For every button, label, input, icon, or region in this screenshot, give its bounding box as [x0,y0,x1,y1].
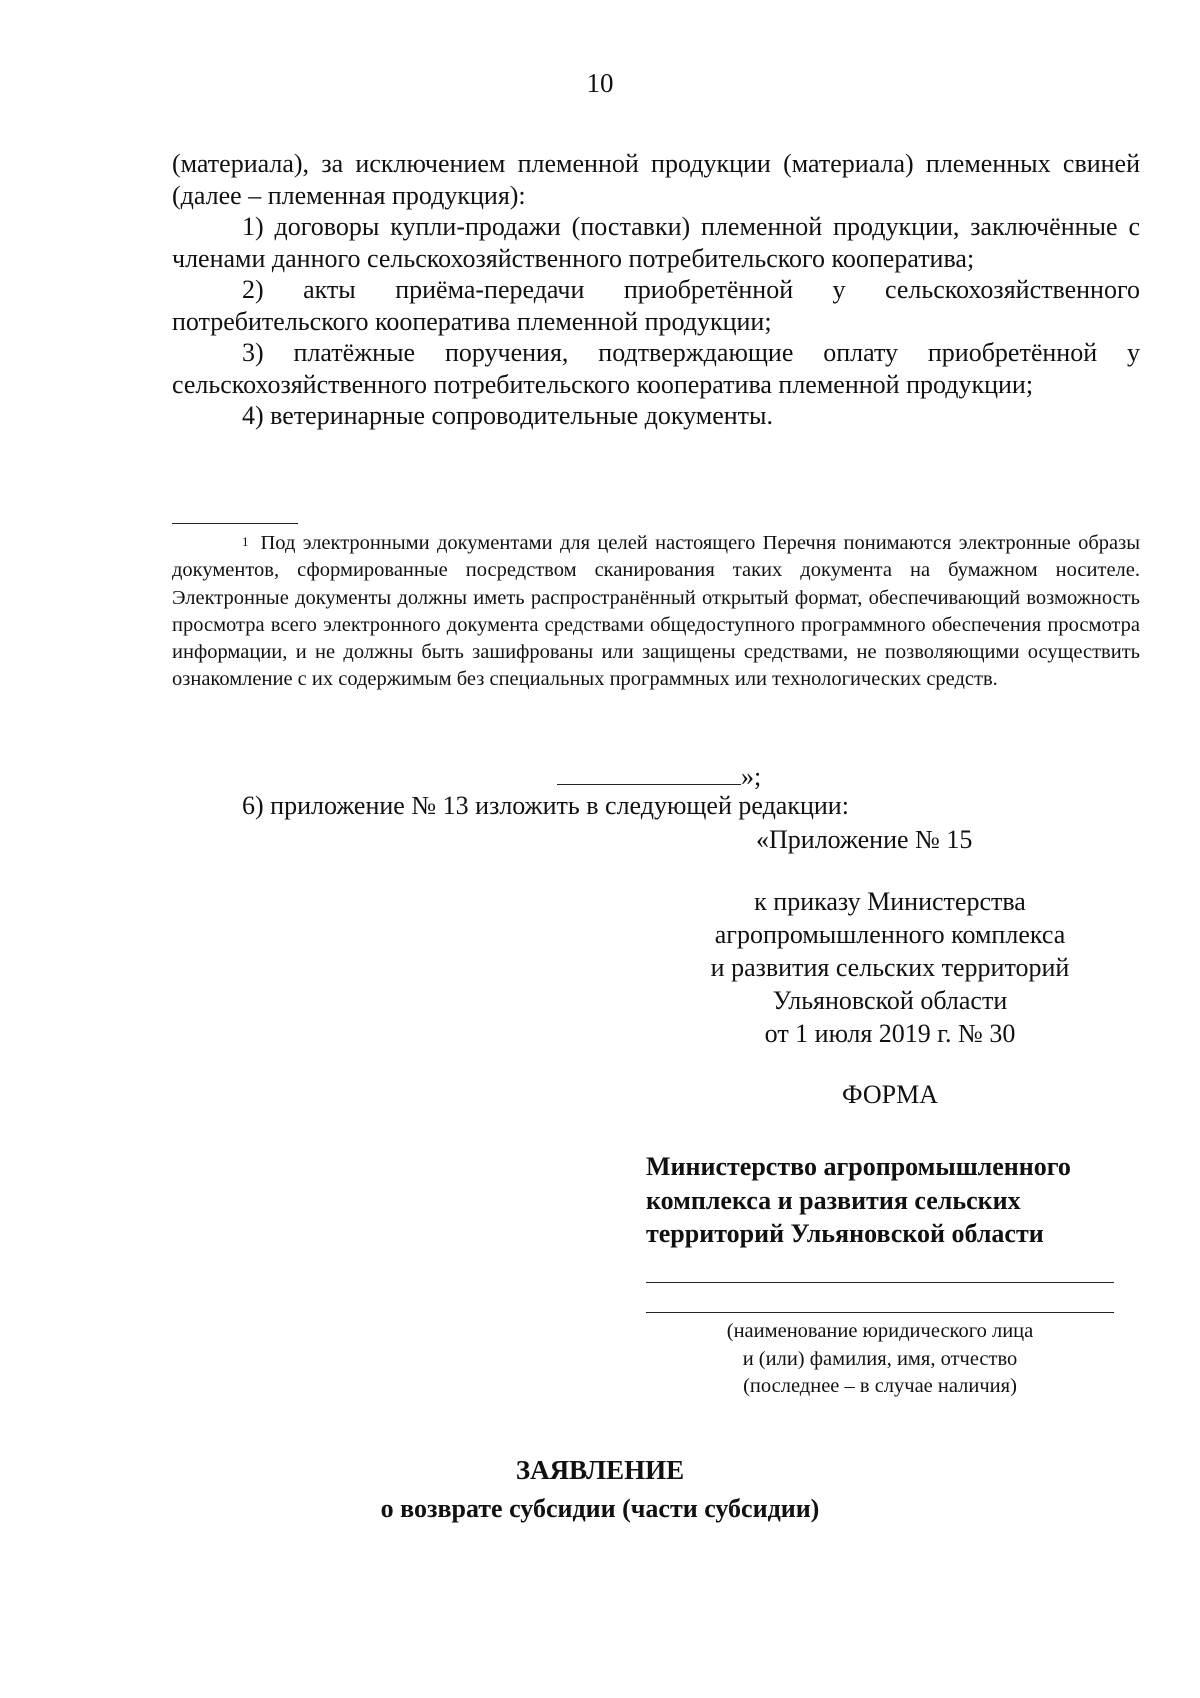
list-item: 1) договоры купли-продажи (поставки) племенной продукции, заключённые с членами данного сельскохозяйственного потребительского кооператива; [172,212,1140,273]
closing-mark: »; [741,762,762,791]
order-line: к приказу Министерства [754,887,1026,916]
closing-line [557,760,761,792]
closing-underline [557,760,741,785]
applicant-line [646,1312,1114,1313]
document-title: ЗАЯВЛЕНИЕ [515,1455,685,1485]
footnote-marker: 1 [242,534,249,549]
ministry-name: Министерство агропромышленного комплекса и развития сельских территорий Ульяновской области [646,1152,1071,1248]
list-item: 2) акты приёма-передачи приобретённой у сельскохозяйственного потребительского кооператива племенной продукции; [172,275,1140,336]
hint-line: (последнее – в случае наличия) [743,1375,1017,1397]
item-6: 6) приложение № 13 изложить в следующей редакции: [242,791,849,820]
order-line: Ульяновской области [772,986,1008,1015]
applicant-hint [646,1318,1114,1401]
page-number: 10 [586,68,614,98]
list-item: 4) ветеринарные сопроводительные документы. [242,401,774,430]
order-line: и развития сельских территорий [710,953,1070,982]
list-section [172,148,1140,432]
form-label: ФОРМА [842,1080,938,1109]
document-subtitle: о возврате субсидии (части субсидии) [380,1494,820,1523]
annex-title: «Приложение № 15 [756,825,973,854]
footnote [172,530,1140,694]
hint-line: (наименование юридического лица [726,1320,1034,1342]
order-line: агропромышленного комплекса [714,920,1066,949]
hint-line: и (или) фамилия, имя, отчество [742,1347,1018,1370]
order-line: от 1 июля 2019 г. № 30 [764,1019,1016,1048]
order-reference [640,885,1140,1050]
applicant-line [646,1282,1114,1283]
list-item: 3) платёжные поручения, подтверждающие оплату приобретённой у сельскохозяйственного потребительского кооператива племенной продукции; [172,338,1140,399]
footnote-text: Под электронными документами для целей настоящего Перечня понимаются электронные образы документов, сформированные посредством сканирования таких документа на бумажном носителе. Электронные документы должны иметь распространённый открытый формат, обеспечивающий возможность просмотра всего электронного документа средствами общедоступного программного обеспечения просмотра информации, и не должны быть зашифрованы или защищены средствами, не позволяющими осуществить ознакомление с их содержимым без специальных программных или технологических средств. [172,532,1140,691]
intro-paragraph: (материала), за исключением племенной продукции (материала) племенных свиней (далее – племенная продукция): [172,149,1140,210]
footnote-divider [172,523,298,524]
